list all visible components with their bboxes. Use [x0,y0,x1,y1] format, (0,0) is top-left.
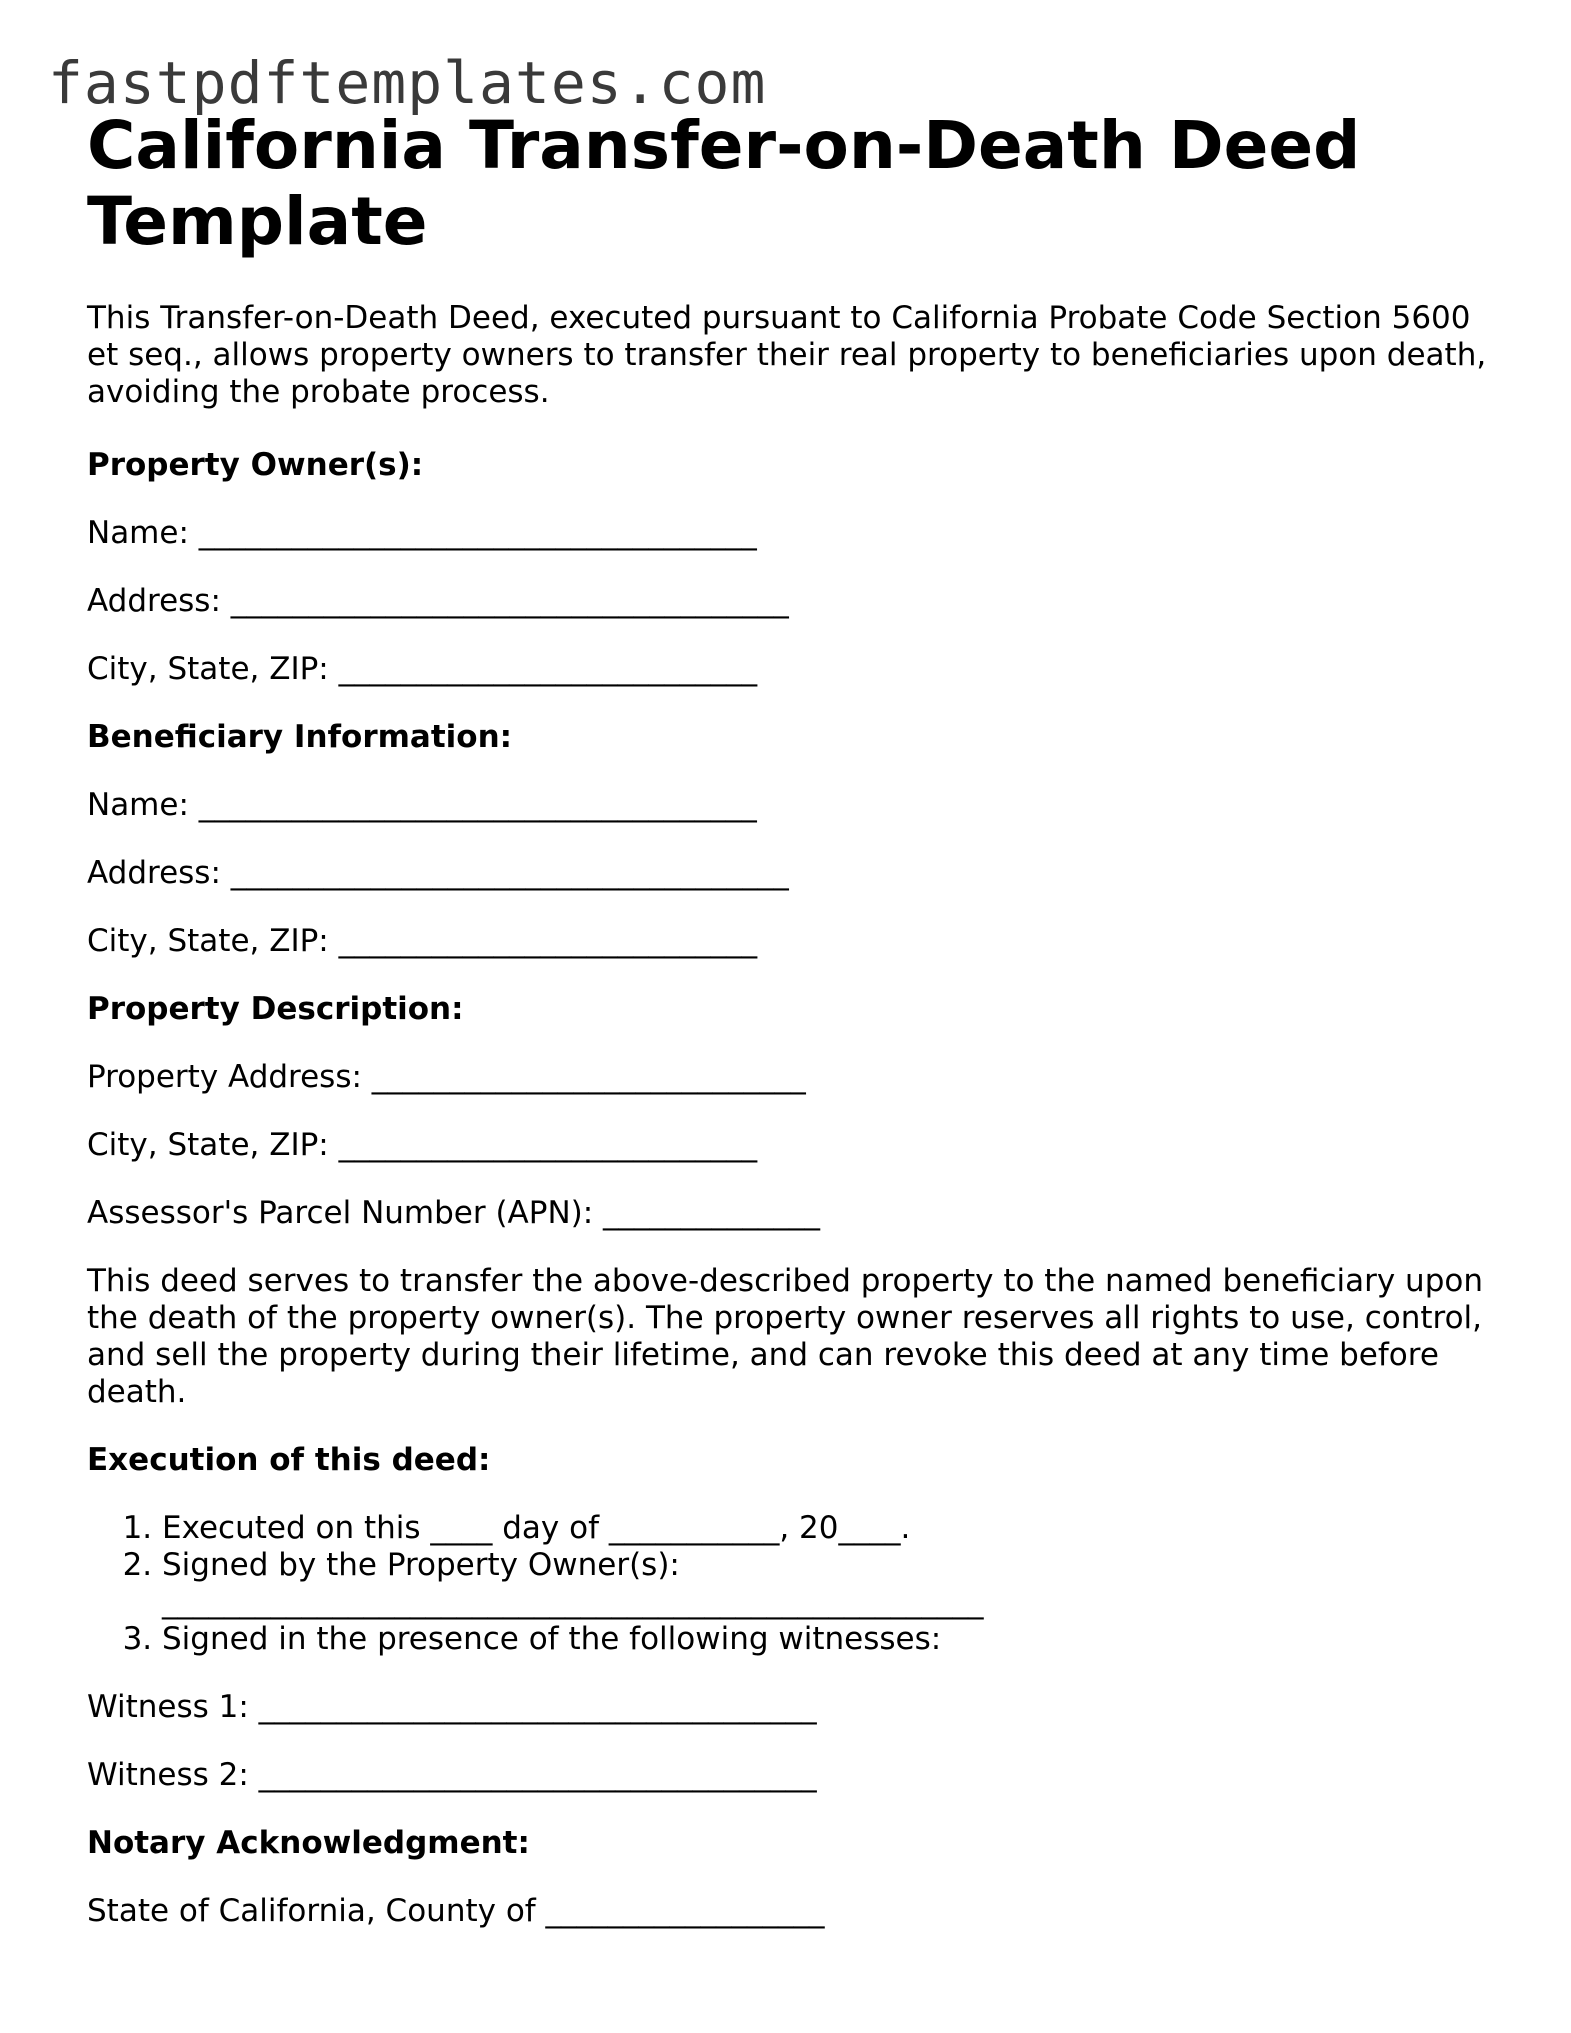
property-address-field[interactable]: Property Address: ____________________________ [87,1059,806,1095]
deed-text-paragraph: This deed serves to transfer the above-described property to the named beneficiary upon the death of the property owner(s). The property owner reserves all rights to use, control, and sell the property during their lifetime, and can revoke this deed at any time before death. [87,1263,1483,1410]
document-title: California Transfer-on-Death Deed Template [87,107,1361,260]
witness-2-field[interactable]: Witness 2: ____________________________________ [87,1757,817,1793]
owner-city-field[interactable]: City, State, ZIP: ___________________________ [87,651,758,687]
intro-paragraph: This Transfer-on-Death Deed, executed pursuant to California Probate Code Section 5600 et seq., allows property owners to transfer their real property to beneficiaries upon death, avoiding the probate process. [87,300,1487,410]
execution-item-signature[interactable]: 2. Signed by the Property Owner(s): _____________________________________________________ [162,1547,1487,1621]
document [87,108,1487,1961]
property-heading: Property Description: [87,991,464,1027]
watermark: fastpdftemplates.com [48,49,767,117]
owner-name-field[interactable]: Name: ____________________________________ [87,515,757,551]
notary-county-field[interactable]: State of California, County of __________________ [87,1893,825,1929]
execution-item-witnesses: 3. Signed in the presence of the following witnesses: [162,1621,1487,1658]
beneficiary-city-field[interactable]: City, State, ZIP: ___________________________ [87,923,758,959]
owner-heading: Property Owner(s): [87,447,424,483]
beneficiary-heading: Beneficiary Information: [87,719,513,755]
owner-address-field[interactable]: Address: ____________________________________ [87,583,789,619]
property-apn-field[interactable]: Assessor's Parcel Number (APN): ______________ [87,1195,821,1231]
execution-list [87,1510,1487,1658]
beneficiary-name-field[interactable]: Name: ____________________________________ [87,787,757,823]
notary-heading: Notary Acknowledgment: [87,1825,530,1861]
witness-1-field[interactable]: Witness 1: ____________________________________ [87,1689,817,1725]
beneficiary-address-field[interactable]: Address: ____________________________________ [87,855,789,891]
execution-item-date[interactable]: 1. Executed on this ____ day of ___________, 20____. [162,1510,1487,1547]
execution-heading: Execution of this deed: [87,1442,491,1478]
property-city-field[interactable]: City, State, ZIP: ___________________________ [87,1127,758,1163]
